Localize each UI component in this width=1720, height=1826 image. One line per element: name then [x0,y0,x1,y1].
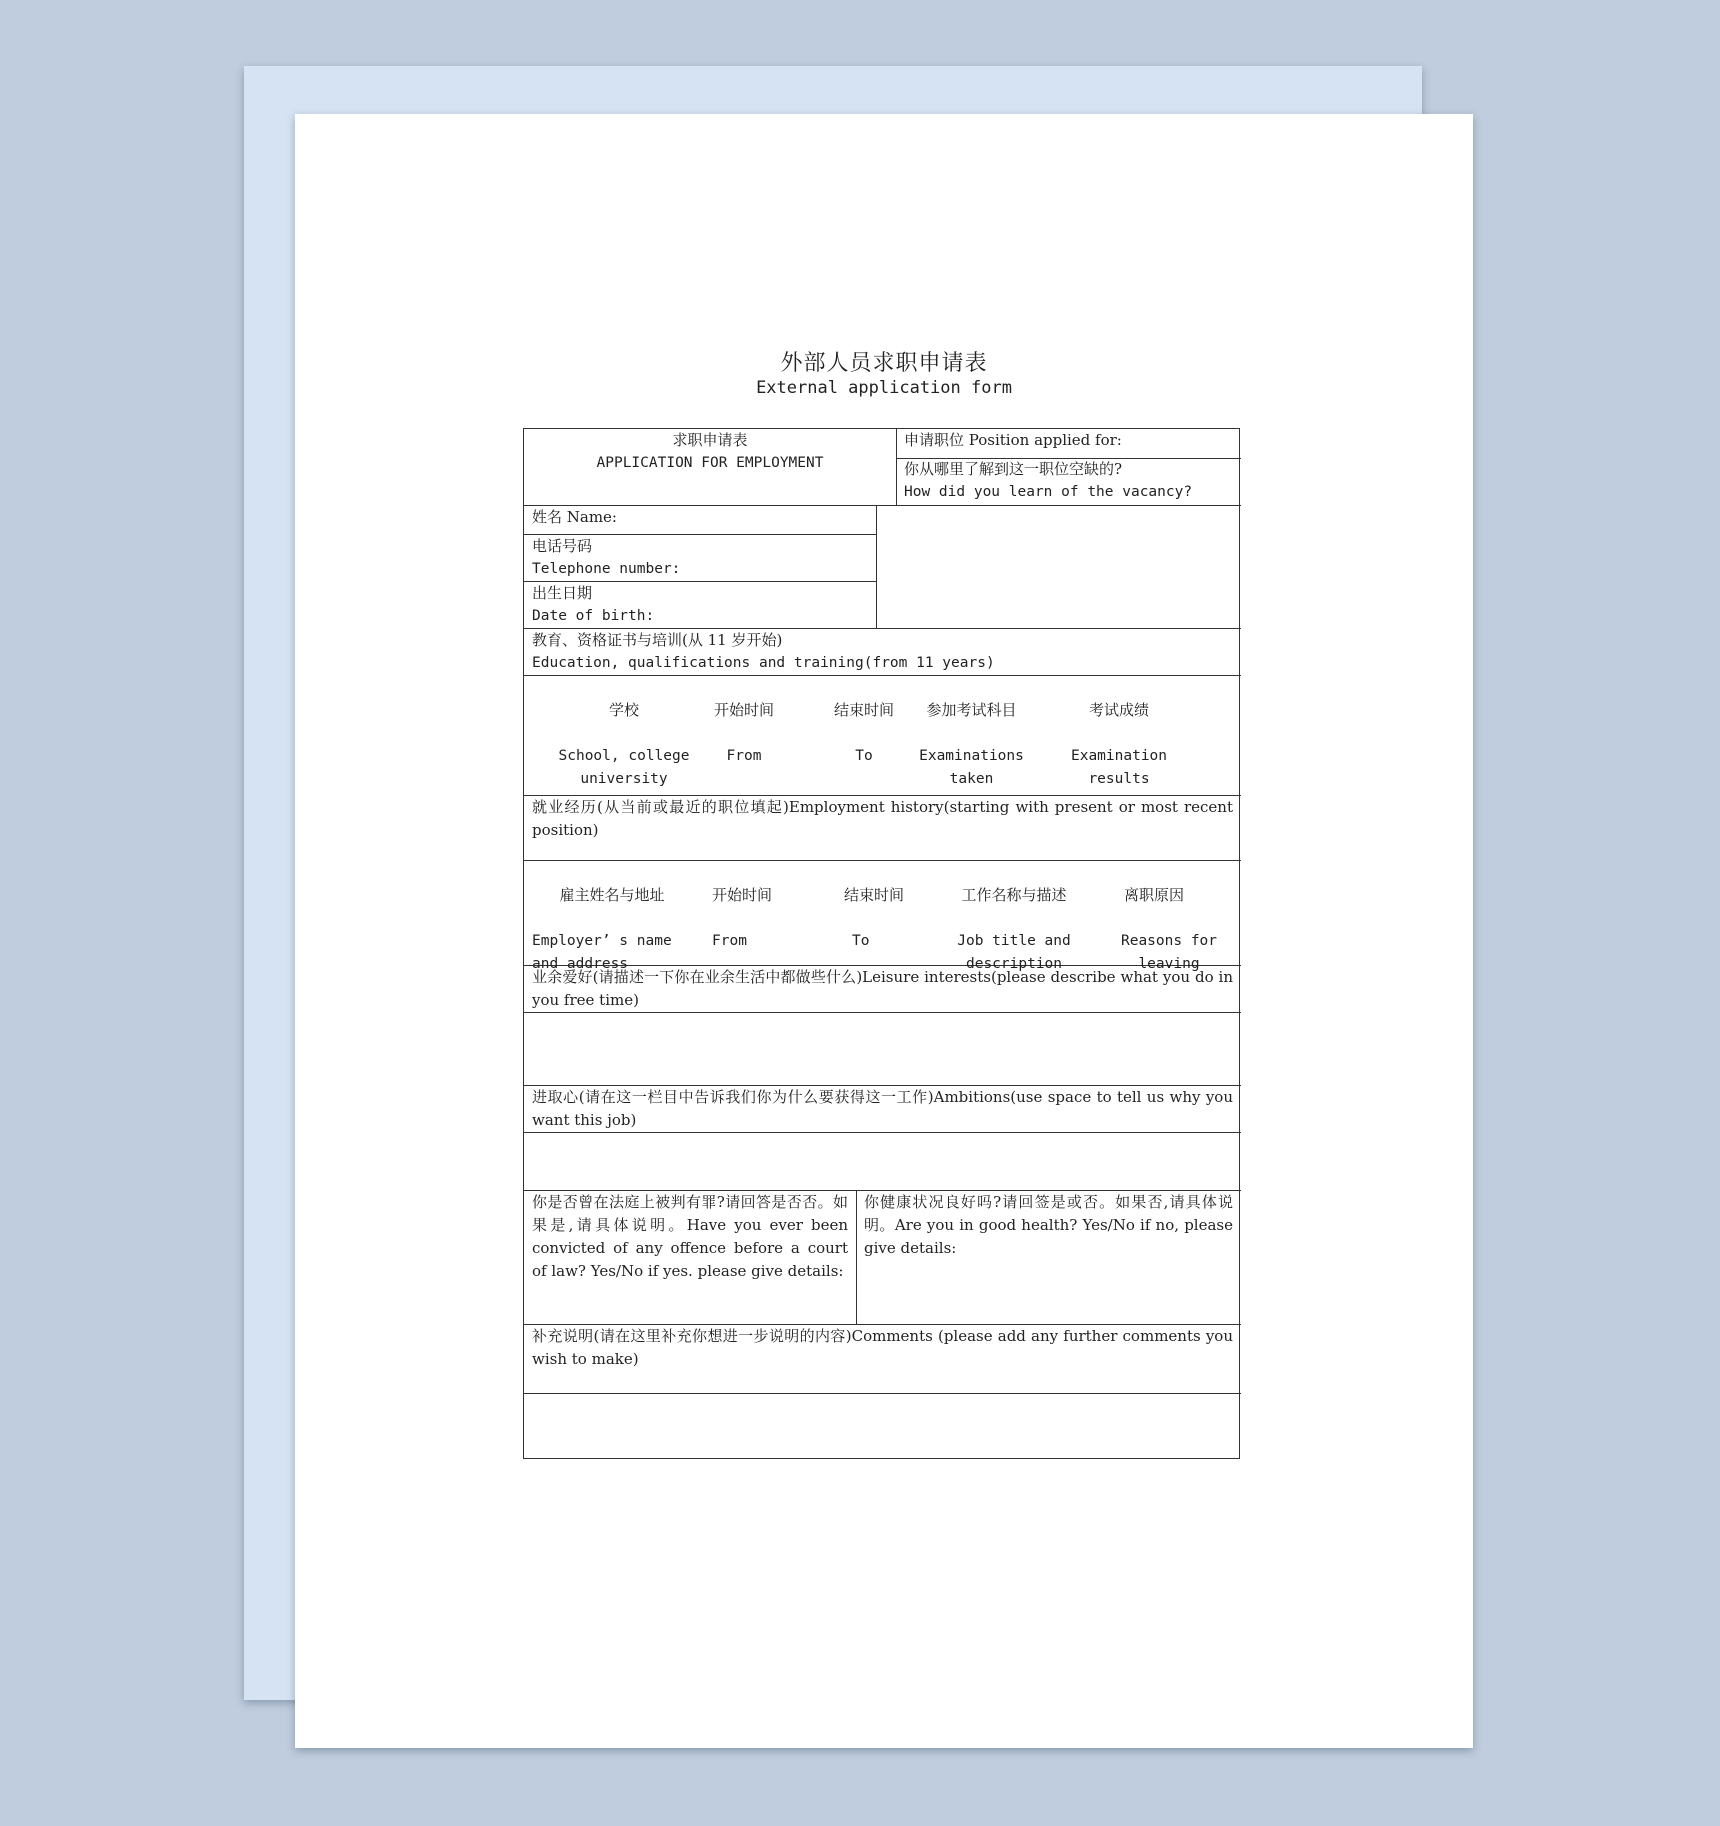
emp-col-job-cn: 工作名称与描述 [961,886,1067,904]
emp-col-from [712,861,802,976]
phone-label-cn: 电话号码 [532,537,593,555]
emp-col-employer-cn: 雇主姓名与地址 [559,886,665,904]
emp-col-from-en: From [712,933,747,949]
dob-label-cn: 出生日期 [532,584,593,602]
edu-col-from [694,676,794,791]
employment-title: 就业经历(从当前或最近的职位填起)Employment history(starting with present or most recent position) [532,798,1233,839]
page-title-cn: 外部人员求职申请表 [780,351,988,376]
edu-col-to [819,676,909,791]
vacancy-source-label-cn: 你从哪里了解到这一职位空缺的? [904,460,1123,478]
leisure-answer-area[interactable] [524,1012,1241,1085]
emp-col-to-cn: 结束时间 [844,886,905,904]
edu-col-from-en: From [726,748,762,764]
name-field[interactable]: 姓名 Name: [532,508,617,526]
form-header-cn: 求职申请表 [672,431,748,449]
photo-area[interactable] [876,505,1241,628]
edu-col-results [1054,676,1184,814]
edu-col-to-en: To [855,748,873,764]
edu-col-school-cn: 学校 [608,701,639,719]
ambitions-label: 进取心(请在这一栏目中告诉我们你为什么要获得这一工作)Ambitions(use space to tell us why you want this job) [532,1088,1233,1129]
position-applied-field[interactable]: 申请职位 Position applied for: [904,431,1122,449]
emp-col-reasons-cn: 离职原因 [1123,886,1184,904]
ambitions-answer-area[interactable] [524,1132,1241,1190]
health-question: 你健康状况良好吗?请回签是或否。如果否,请具体说明。Are you in good health? Yes/No if no, please give details: [864,1193,1233,1257]
edu-col-exams-en: Examinations taken [919,748,1024,787]
emp-col-to [844,861,934,976]
edu-col-results-en: Examination results [1070,748,1168,787]
page-title-en: External application form [756,378,1012,398]
emp-col-job-en: Job title and description [957,933,1071,972]
emp-col-from-cn: 开始时间 [712,886,773,904]
edu-col-results-cn: 考试成绩 [1088,701,1149,719]
education-title-en: Education, qualifications and training(from 11 years) [532,655,995,671]
education-title-cn: 教育、资格证书与培训(从 11 岁开始) [532,631,783,649]
edu-col-school [554,676,694,814]
emp-col-employer-en: Employer’ s name and address [532,933,672,972]
form-header-en: APPLICATION FOR EMPLOYMENT [596,455,824,471]
edu-col-from-cn: 开始时间 [713,701,774,719]
edu-col-school-en: School, college university [558,748,690,787]
emp-col-reasons-en: Reasons for leaving [1120,933,1218,972]
comments-label: 补充说明(请在这里补充你想进一步说明的内容)Comments (please add any further comments you wish to make) [532,1327,1233,1368]
edu-col-exams-cn: 参加考试科目 [926,701,1017,719]
conviction-question: 你是否曾在法庭上被判有罪?请回答是否否。如果是,请具体说明。Have you ever been convicted of any offence before a court of law? Yes/No if yes. please give details: [532,1193,848,1280]
dob-field[interactable]: Date of birth: [532,608,655,624]
vacancy-source-field[interactable]: How did you learn of the vacancy? [904,484,1193,500]
edu-col-exams [909,676,1034,814]
edu-col-to-cn: 结束时间 [833,701,894,719]
emp-col-to-en: To [852,933,870,949]
phone-field[interactable]: Telephone number: [532,561,681,577]
comments-answer-area[interactable] [524,1393,1241,1459]
leisure-label: 业余爱好(请描述一下你在业余生活中都做些什么)Leisure interests(please describe what you do in you free time) [532,968,1233,1009]
document-page [295,114,1473,1748]
application-form-table [523,428,1240,1459]
